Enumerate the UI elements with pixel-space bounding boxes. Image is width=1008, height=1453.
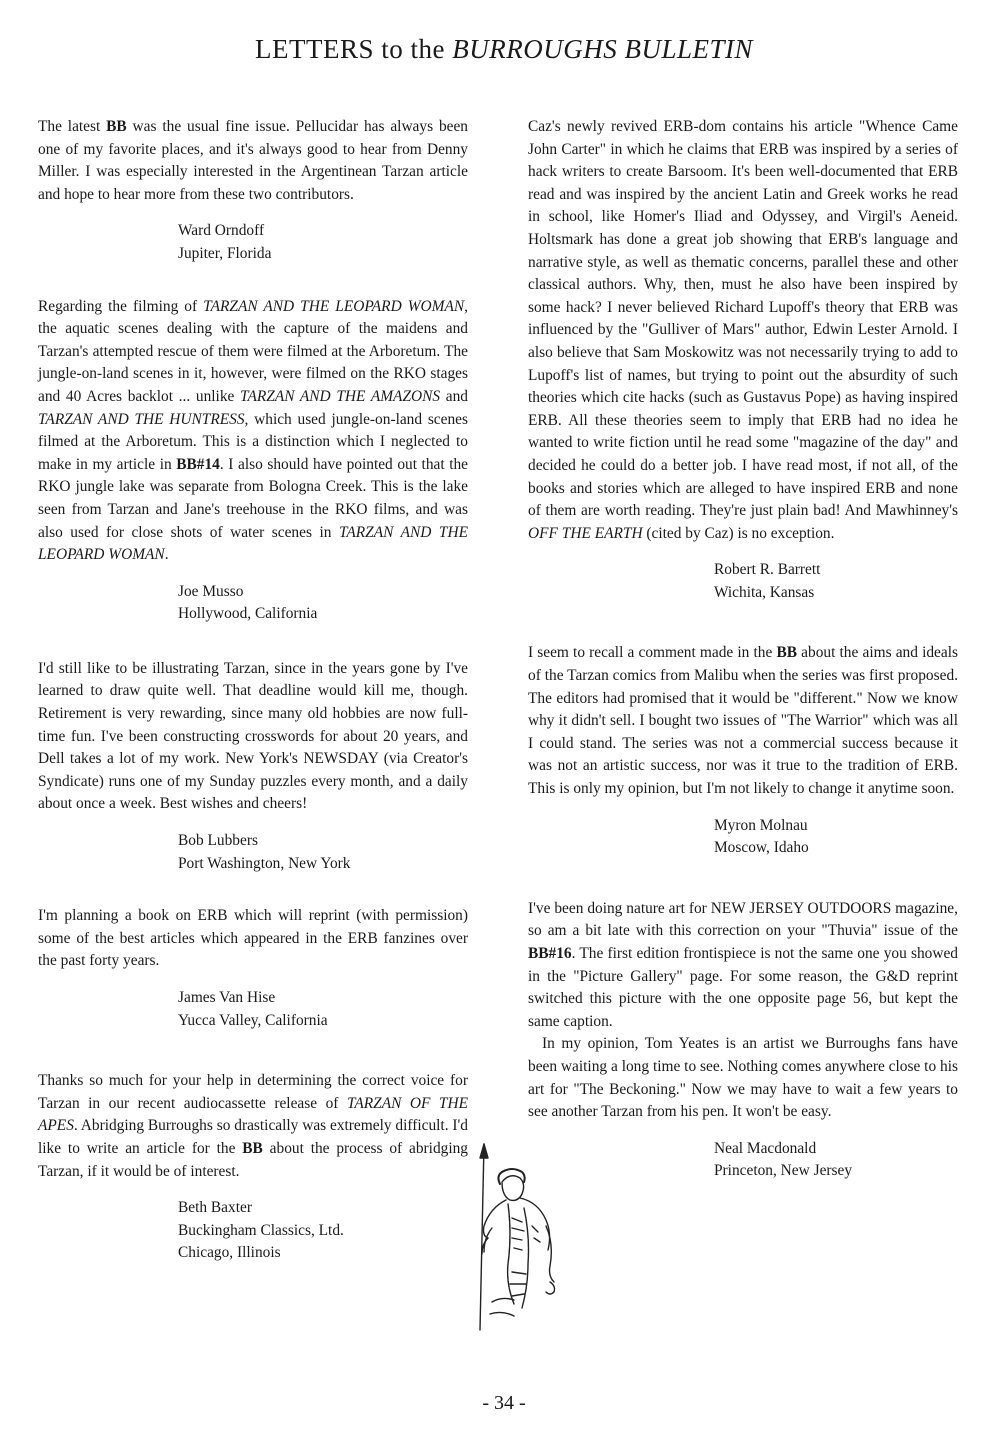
page-number: - 34 -: [482, 1392, 526, 1414]
letter-van-hise: [38, 905, 468, 1032]
signature-location: Yucca Valley, California: [178, 1011, 328, 1029]
letter-body: I'm planning a book on ERB which will reprint (with permission) some of the best articles which appeared in the ERB fanzines over the past forty years.: [38, 907, 468, 970]
letter-molnau: [528, 642, 958, 859]
page-title: [0, 34, 1008, 65]
letter-body: Regarding the filming of TARZAN AND THE LEOPARD WOMAN, the aquatic scenes dealing with the capture of the maidens and Tarzan's attempted rescue of them were filmed at the Arboretum. The jungle-on-land scenes in it, however, were filmed on the RKO stages and 40 Acres backlot ... unlike TARZAN AND THE AMAZONS and TARZAN AND THE HUNTRESS, which used jungle-on-land scenes filmed at the Arboretum. This is a distinction which I neglected to make in my article in BB#14. I also should have pointed out that the RKO jungle lake was separate from Bologna Creek. This is the lake seen from Tarzan and Jane's treehouse in the RKO films, and was also used for close shots of water scenes in TARZAN AND THE LEOPARD WOMAN.: [38, 297, 469, 564]
letter-body: The latest BB was the usual fine issue. Pellucidar has always been one of my favorite places, and it's always good to hear from Denny Miller. I was especially interested in the Argentinean Tarzan article and hope to hear more from these two contributors.: [38, 118, 468, 203]
letter-macdonald: [528, 898, 958, 1183]
letter-orndoff: [38, 116, 468, 266]
signature: [714, 815, 958, 860]
signature: [178, 1197, 468, 1265]
letter-body: Caz's newly revived ERB-dom contains his article "Whence Came John Carter" in which he claims that ERB was inspired by a series of hack writers to create Barsoom. It's been well-documented that ERB read and was inspired by the ancient Latin and Greek works he read in school, like Homer's Iliad and Odyssey, and Virgil's Aeneid. Holtsmark has done a great job showing that ERB's language and narrative style, as well as thematic concerns, parallel these and other classical authors. Why, then, must he also have been inspired by some hack? I never believed Richard Lupoff's theory that ERB was influenced by the "Gulliver of Mars" author, Edwin Lester Arnold. I also believe that Sam Moskowitz was not necessarily trying to add to Lupoff's list of names, but trying to point out the absurdity of such theories which cite hacks (such as Gustavus Pope) as having inspired ERB. All these theories seem to imply that ERB had no idea he wanted to write fiction until he read some "magazine of the day" and decided he could do a better job. I have read most, if not all, of the books and stories which are alleged to have inspired ERB and none of them are worth reading. They're just plain bad! And Mawhinney's OFF THE EARTH (cited by Caz) is no exception.: [528, 118, 958, 542]
letter-body: I'd still like to be illustrating Tarzan, since in the years gone by I've learned to draw quite well. That deadline would kill me, though. Retirement is very rewarding, since many old hobbies are now full-time fun. I've been constructing crosswords for about 20 years, and Dell takes a lot of my work. New York's NEWSDAY (via Creator's Syndicate) runs one of my Sunday puzzles every month, and a daily about once a week. Best wishes and cheers!: [38, 659, 468, 813]
letter-barrett: [528, 116, 958, 604]
signature-location: Princeton, New Jersey: [714, 1162, 853, 1180]
signature-location: Wichita, Kansas: [714, 583, 815, 601]
letter-musso: [38, 296, 468, 626]
signature-company: Buckingham Classics, Ltd.: [178, 1221, 344, 1239]
signature: [178, 987, 468, 1032]
signature: [178, 220, 468, 265]
signature-location: Port Washington, New York: [178, 854, 351, 872]
signature: [714, 1138, 958, 1183]
signature-name: Myron Molnau: [714, 816, 808, 834]
letter-lubbers: [38, 658, 468, 875]
signature-name: Ward Orndoff: [178, 222, 265, 240]
signature-name: Beth Baxter: [178, 1199, 252, 1217]
signature: [178, 830, 468, 875]
signature-location: Hollywood, California: [178, 605, 318, 623]
signature-name: Robert R. Barrett: [714, 561, 821, 579]
signature-name: James Van Hise: [178, 989, 276, 1006]
right-column: [528, 116, 958, 1183]
letter-body: I've been doing nature art for NEW JERSEY OUTDOORS magazine, so am a bit late with this correction on your "Thuvia" issue of the BB#16. The first edition frontispiece is not the same one you showed in the "Picture Gallery" page. For some reason, the G&D reprint switched this picture with the one opposite page 56, but kept the same caption.: [528, 899, 958, 1030]
signature-name: Bob Lubbers: [178, 832, 258, 850]
left-column: [38, 116, 468, 1265]
title-prefix: LETTERS to the: [255, 34, 445, 64]
signature-location: Chicago, Illinois: [178, 1244, 281, 1262]
signature: [714, 559, 958, 604]
signature-name: Neal Macdonald: [714, 1139, 817, 1157]
letter-body-paragraph-2: In my opinion, Tom Yeates is an artist we Burroughs fans have been waiting a long time to see. Nothing comes anywhere close to his art for "The Beckoning." Now we may have to wait a few years to see another Tarzan from his pen. It won't be easy.: [528, 1035, 958, 1121]
title-italic: BURROUGHS BULLETIN: [452, 34, 753, 64]
signature-location: Jupiter, Florida: [178, 244, 272, 262]
letter-body: Thanks so much for your help in determining the correct voice for Tarzan in our recent audiocassette release of TARZAN OF THE APES. Abridging Burroughs so drastically was extremely difficult. I'd like to write an article for the BB about the process of abridging Tarzan, if it would be of interest.: [38, 1072, 469, 1180]
signature-name: Joe Musso: [178, 582, 244, 600]
letter-baxter: [38, 1070, 468, 1265]
signature: [178, 581, 468, 626]
signature-location: Moscow, Idaho: [714, 839, 809, 857]
letter-body: I seem to recall a comment made in the BB about the aims and ideals of the Tarzan comics from Malibu when the series was first proposed. The editors had promised that it would be "different." Now we know why it didn't sell. I bought two issues of "The Warrior" which was all I could stand. The series was not a commercial success because it was not an artistic success, nor was it true to the tradition of ERB. This is only my opinion, but I'm not likely to change it anytime soon.: [528, 644, 958, 798]
tarzan-sketch-icon: [462, 1142, 568, 1332]
